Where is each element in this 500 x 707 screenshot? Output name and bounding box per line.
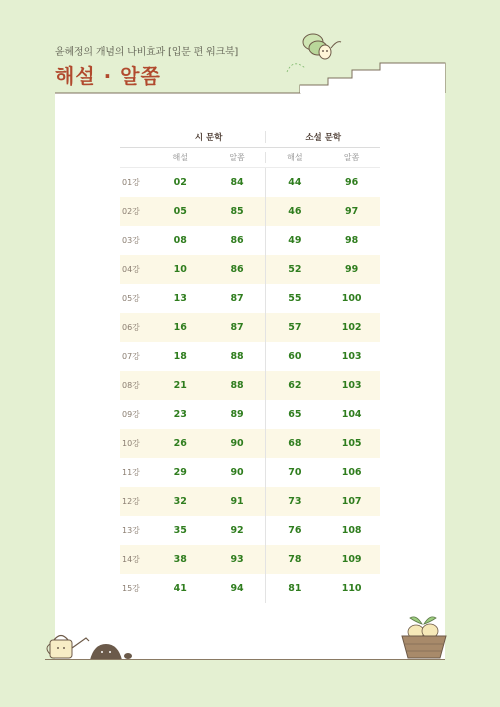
lesson-label: 10강 [122,439,140,448]
table-row [120,400,380,429]
lesson-label: 13강 [122,526,140,535]
lesson-label: 07강 [122,352,140,361]
practice-page-cell: 93 [230,554,244,565]
group-header-novel: 소설 문학 [265,131,380,143]
table-row [120,371,380,400]
explanation-page-cell: 41 [173,583,187,594]
table-row [120,168,380,197]
table-row [120,342,380,371]
table-row [120,255,380,284]
explanation-page-cell: 55 [265,284,323,313]
practice-page-cell: 85 [230,206,244,217]
sub-header-row [120,147,380,168]
explanation-page-cell: 76 [265,516,323,545]
butterfly-icon [285,28,345,78]
explanation-page-cell: 49 [265,226,323,255]
sub-header: 알쫌 [229,153,245,162]
explanation-page-cell: 16 [173,322,187,333]
practice-page-cell: 94 [230,583,244,594]
practice-page-cell: 86 [230,264,244,275]
explanation-page-cell: 13 [173,293,187,304]
practice-page-cell: 98 [345,235,359,246]
practice-page-cell: 105 [341,438,362,449]
table-body [120,168,380,603]
practice-page-cell: 88 [230,380,244,391]
lesson-label: 02강 [122,207,140,216]
lesson-label: 03강 [122,236,140,245]
explanation-page-cell: 23 [173,409,187,420]
explanation-page-cell: 46 [265,197,323,226]
practice-page-cell: 84 [230,177,244,188]
explanation-page-cell: 52 [265,255,323,284]
explanation-page-cell: 78 [265,545,323,574]
explanation-page-cell: 32 [173,496,187,507]
group-header-row [120,127,380,147]
practice-page-cell: 103 [341,380,362,391]
group-header-poetry: 시 문학 [194,133,223,143]
explanation-page-cell: 38 [173,554,187,565]
lesson-label: 11강 [122,468,140,477]
table-row [120,284,380,313]
explanation-page-cell: 26 [173,438,187,449]
practice-page-cell: 108 [341,525,362,536]
practice-page-cell: 86 [230,235,244,246]
book-subtitle: 윤혜정의 개념의 나비효과 [입문 편 워크북] [55,47,239,58]
practice-page-cell: 103 [341,351,362,362]
practice-page-cell: 87 [230,322,244,333]
sub-header: 해설 [265,152,323,163]
explanation-page-cell: 57 [265,313,323,342]
practice-page-cell: 89 [230,409,244,420]
lesson-label: 06강 [122,323,140,332]
table-row [120,574,380,603]
practice-page-cell: 110 [341,583,362,594]
lesson-label: 04강 [122,265,140,274]
lesson-label: 05강 [122,294,140,303]
explanation-page-cell: 35 [173,525,187,536]
table-row [120,226,380,255]
practice-page-cell: 97 [345,206,359,217]
table-row [120,516,380,545]
page-title: 해설 · 알쫌 [55,64,161,88]
explanation-page-cell: 73 [265,487,323,516]
explanation-page-cell: 05 [173,206,187,217]
practice-page-cell: 90 [230,438,244,449]
lesson-label: 09강 [122,410,140,419]
practice-page-cell: 90 [230,467,244,478]
explanation-page-cell: 65 [265,400,323,429]
practice-page-cell: 99 [345,264,359,275]
explanation-page-cell: 44 [265,168,323,197]
explanation-page-cell: 18 [173,351,187,362]
explanation-page-cell: 08 [173,235,187,246]
lesson-label: 12강 [122,497,140,506]
practice-page-cell: 87 [230,293,244,304]
practice-page-cell: 96 [345,177,359,188]
practice-page-cell: 92 [230,525,244,536]
table-row [120,429,380,458]
explanation-page-cell: 70 [265,458,323,487]
practice-page-cell: 106 [341,467,362,478]
table-row [120,487,380,516]
explanation-page-cell: 10 [173,264,187,275]
explanation-page-cell: 62 [265,371,323,400]
watering-can-icon [44,632,94,662]
practice-page-cell: 91 [230,496,244,507]
basket-icon [400,612,448,660]
explanation-page-cell: 81 [265,574,323,603]
table-row [120,545,380,574]
lesson-label: 15강 [122,584,140,593]
practice-page-cell: 107 [341,496,362,507]
explanation-page-cell: 02 [173,177,187,188]
practice-page-cell: 109 [341,554,362,565]
ground-line [45,659,445,660]
explanation-page-cell: 68 [265,429,323,458]
explanation-page-cell: 21 [173,380,187,391]
answer-page-table [120,127,380,603]
lesson-label: 08강 [122,381,140,390]
lesson-label: 14강 [122,555,140,564]
explanation-page-cell: 29 [173,467,187,478]
practice-page-cell: 104 [341,409,362,420]
practice-page-cell: 102 [341,322,362,333]
lesson-label: 01강 [122,178,140,187]
explanation-page-cell: 60 [265,342,323,371]
practice-page-cell: 100 [341,293,362,304]
table-row [120,313,380,342]
practice-page-cell: 88 [230,351,244,362]
sub-header: 해설 [172,153,188,162]
table-row [120,458,380,487]
table-row [120,197,380,226]
sub-header: 알쫌 [343,153,360,162]
